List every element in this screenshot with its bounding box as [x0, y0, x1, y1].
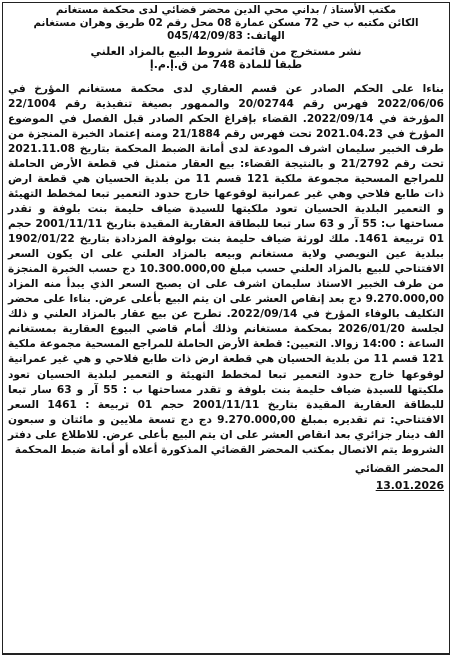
legal-notice — [2, 2, 450, 655]
bottom-divider — [3, 653, 449, 654]
notice-title — [3, 45, 449, 72]
notice-date: 13.01.2026 — [375, 478, 444, 492]
notice-body: بناءا على الحكم الصادر عن قسم العقاري لدى محكمة مستغانم المؤرخ في 2022/06/06 فهرس رقم 20/02744 والممهور بصيغة تنفيذية رقم 22/1004 المؤرخة في 2022/09/14. القضاء بإفراغ الحكم الصادر قبل الفصل في الموضوع المؤرخ في 2021.04.23 تحت فهرس رقم 21/1884 ومنه إعتماد الخبرة المنجزة من طرف الخبير سليمان اشرف المودعة لدى أمانة الضبط المحكمة بتاريخ 2021.11.08 تحت رقم 21/2792 و بالنتيجة القضاء: بيع العقار متمثل في قطعة الأرض الحاملة للمراجع المسحية مجموعة ملكية 121 قسم 11 من بلدية الحسيان هي قطعة ارض ذات طابع فلاحي وهي غير عمرانية لوقوعها خارج حدود التعمير تبعا لمخطط التهيئة و التعمير البلدية الحسيان تعود ملكيتها للسيدة ضياف حليمة بنت بلوفة و تقدر مساحتها ب: 55 آر و 63 سار تبعا للبطاقة العقارية المقيدة بتاريخ 2001/11/11 حجم 01 تربيعة 1461. ملك لورثة ضياف حليمة بنت بولوفة المزدادة بتاريخ 1902/01/22 ببلدية عين النويصي ولاية مستغانم وبيعه بالمزاد العلني على ان يكون السعر الافتتاحي للبيع بالمزاد العلني حسب مبلغ 10.300.000,00 دج حسب الخبرة المنجزة من طرف الخبير الاستاذ سليمان اشرف على ان يصبح السعر الذي يبدأ منه المزاد 9.270.000,00 دج بعد إنقاص العشر على ان يتم البيع بأعلى عرض. بناءا على محضر التكليف بالوفاء المؤرخ في 2022/09/14. تطرح عن بيع عقار بالمزاد العلني و ذلك لجلسة 2026/01/20 بمحكمة مستغانم وذلك أمام قاضي البيوع العقارية بمستغانم الساعة : 14:00 زوالا. التعيين: قطعة الأرض الحاملة للمراجع المسحية مجموعة ملكية 121 قسم 11 من بلدية الحسيان هي قطعة ارض ذات طابع فلاحي و هي غير عمرانية لوقوعها خارج حدود التعمير تبعا لمخطط التهيئة و التعمير لبلدية الحسيان تعود ملكيتها للسيدة ضياف حليمة بنت بلوفة و تقدر مساحتها ب : 55 آر و 63 سار تبعا للبطاقة العقارية المقيدة بتاريخ 2001/11/11 حجم 01 تربيعة : 1461 السعر الافتتاحي: تم تقديره بمبلغ 9.270.000,00 دج دج تسعة ملايين و مائتان و سبعون الف دينار جزائري بعد انقاص العشر على ان يتم البيع بأعلى عرض. للاطلاع على دفتر الشروط يتم الاتصال بمكتب المحضر القضائي المذكورة أعلاه أو أمانة ضبط المحكمة — [8, 82, 445, 456]
legal-reference: طبقا للمادة 748 من ق.إ.م.إ — [149, 58, 303, 72]
address-line: الكائن مكتبه ب حي 72 مسكن عمارة 08 محل رقم 02 طريق وهران مستغانم — [33, 17, 419, 30]
notice-footer — [3, 460, 449, 494]
office-line: مكتب الأستاذ / بداني محي الدين محضر قضائي لدى محكمة مستغانم — [55, 4, 397, 16]
bailiff-signature: المحضر القضائي — [354, 461, 444, 475]
notice-header — [3, 3, 449, 44]
phone-line: الهاتف: 045/42/09/83 — [167, 30, 285, 43]
title-line: نشر مستخرج من قائمة شروط البيع بالمزاد العلني — [90, 44, 362, 58]
